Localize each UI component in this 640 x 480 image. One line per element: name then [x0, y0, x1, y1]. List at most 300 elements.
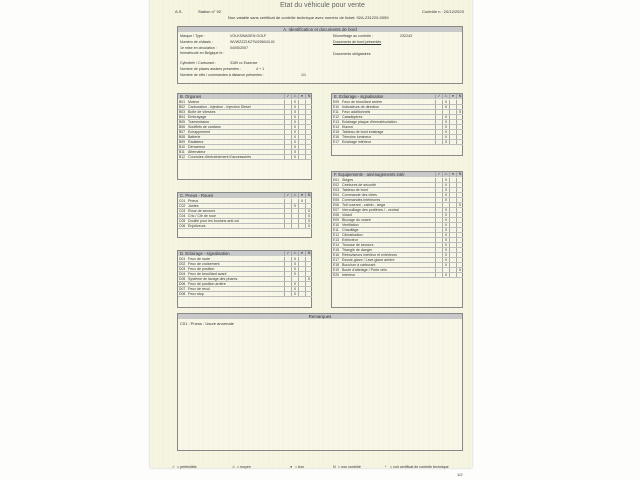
station-number: Station n° 92 [198, 9, 221, 14]
check-cell [456, 223, 463, 227]
row-label: Climatisation [342, 233, 363, 237]
id-field-label: Cylindrée / Carburant : [180, 61, 217, 66]
check-cell: X [291, 140, 298, 144]
column-header-0: ✓ [284, 193, 291, 198]
check-cell: X [442, 208, 449, 212]
check-cell [305, 262, 312, 266]
check-cell [435, 258, 442, 262]
check-cell [435, 110, 442, 114]
check-cell [449, 130, 456, 134]
row-code: E14 [333, 243, 340, 247]
row-label: Témoins lumineux [342, 135, 372, 139]
check-cell [305, 267, 312, 271]
row-label: Extincteur [342, 238, 358, 242]
section-header [178, 193, 311, 198]
check-cell [305, 145, 312, 149]
check-cell [284, 292, 291, 296]
check-cell [284, 209, 291, 213]
check-cell [435, 178, 442, 182]
check-cell [298, 145, 305, 149]
column-header-3: N [456, 172, 463, 177]
row-label: Roue de secours [188, 209, 216, 213]
check-cell [284, 155, 291, 159]
check-cell [284, 282, 291, 286]
check-cell [449, 140, 456, 144]
check-cell [435, 183, 442, 187]
check-cell [456, 208, 463, 212]
row-label: Ventilation [342, 223, 359, 227]
row-label: Commande des vitres [342, 193, 377, 197]
check-cell [435, 188, 442, 192]
check-cell: X [442, 115, 449, 119]
row-label: Verrouillage des portières / - central [342, 208, 399, 212]
row-code: C05 [179, 219, 186, 223]
row-label: Cric / Clé de roue [188, 214, 216, 218]
row-code: E10 [333, 223, 340, 227]
row-code: B02 [179, 105, 186, 109]
check-cell [435, 243, 442, 247]
row-code: E20 [333, 273, 340, 277]
check-cell [298, 209, 305, 213]
id-field-value: VOLKSWAGEN GOLF [230, 34, 267, 38]
id-field-label: Nombre de places assises présentes : [180, 67, 241, 71]
column-header-2: ● [298, 94, 305, 99]
check-cell [449, 120, 456, 124]
row-code: B11 [179, 150, 185, 154]
row-label: Transmission [188, 120, 210, 124]
row-code: E01 [333, 178, 340, 182]
check-cell: X [456, 203, 463, 207]
check-cell [298, 224, 305, 228]
check-cell [435, 228, 442, 232]
header-left-code: A.S. [175, 9, 183, 14]
check-cell [456, 213, 463, 217]
check-cell [442, 110, 449, 114]
legend-text: = voir certificat de contrôle technique [390, 465, 449, 469]
check-cell [305, 120, 312, 124]
row-label: Embrayage [188, 115, 207, 119]
check-cell: X [291, 145, 298, 149]
check-cell [456, 120, 463, 124]
check-cell: X [305, 209, 312, 213]
column-header-2: ● [298, 193, 305, 198]
row-label: Echappement [188, 130, 211, 134]
legend-symbol: ● [290, 465, 293, 469]
check-cell: X [291, 262, 298, 266]
check-cell [305, 150, 312, 154]
row-label: Eclairage intérieur [342, 140, 371, 144]
check-cell [449, 273, 456, 277]
check-cell: X [442, 243, 449, 247]
row-code: D03 [179, 267, 186, 271]
section-title: B. Organes [180, 94, 202, 99]
row-code: B12 [179, 155, 186, 159]
check-cell [456, 130, 463, 134]
check-cell [435, 213, 442, 217]
check-cell: X [442, 100, 449, 104]
check-cell [449, 253, 456, 257]
column-header-1: ⚠ [291, 193, 298, 198]
page-title: Etat du véhicule pour vente [280, 2, 365, 9]
id-right-label: Documents obligatoires [333, 52, 371, 56]
row-label: Bouchon à carburant [342, 263, 376, 267]
check-cell [298, 125, 305, 129]
column-header-0: ✓ [284, 94, 291, 99]
check-cell [435, 218, 442, 222]
row-code: E10 [333, 105, 340, 109]
check-cell [456, 228, 463, 232]
check-cell: X [442, 105, 449, 109]
check-cell: X [442, 188, 449, 192]
check-cell: X [291, 150, 298, 154]
check-cell [449, 243, 456, 247]
check-cell [435, 238, 442, 242]
check-cell: X [305, 277, 312, 281]
row-code: E15 [333, 248, 340, 252]
check-cell: X [442, 178, 449, 182]
check-cell: X [456, 110, 463, 114]
check-cell: X [442, 198, 449, 202]
check-cell [435, 233, 442, 237]
id-field-label: Nombre de clés / commandes à distance présentes : [180, 72, 264, 77]
check-cell [298, 267, 305, 271]
row-code: D08 [179, 292, 186, 296]
row-code: D05 [179, 277, 186, 281]
check-cell [298, 277, 305, 281]
check-cell [442, 268, 449, 272]
check-cell [456, 135, 463, 139]
check-cell [298, 155, 305, 159]
check-cell [305, 199, 312, 203]
row-label: Alternateur [188, 150, 206, 154]
check-cell: X [291, 282, 298, 286]
check-cell [298, 287, 305, 291]
column-header-1: ⚠ [291, 94, 298, 99]
check-cell: X [442, 193, 449, 197]
check-cell: X [442, 218, 449, 222]
row-label: Soufflets de cardans [188, 125, 221, 129]
check-cell [456, 243, 463, 247]
check-cell: X [442, 248, 449, 252]
check-cell [284, 100, 291, 104]
eclairage-d-section [177, 250, 312, 308]
check-cell [449, 203, 456, 207]
check-cell [435, 253, 442, 257]
row-code: C03 [179, 209, 186, 213]
check-cell [456, 258, 463, 262]
column-header-2: ● [449, 94, 456, 99]
row-label: Toit ouvrant - cabrio - targa [342, 203, 385, 207]
row-code: E12 [333, 233, 340, 237]
check-cell [449, 193, 456, 197]
check-cell [284, 105, 291, 109]
row-label: Feux de position [188, 267, 215, 271]
section-header [178, 94, 311, 99]
check-cell [291, 214, 298, 218]
row-code: C02 [179, 204, 186, 208]
check-cell [298, 204, 305, 208]
check-cell [284, 199, 291, 203]
row-code: E08 [333, 213, 340, 217]
check-cell [442, 203, 449, 207]
check-cell [284, 135, 291, 139]
check-cell [456, 183, 463, 187]
check-cell [456, 188, 463, 192]
row-code: E15 [333, 130, 340, 134]
column-header-2: ● [298, 251, 305, 256]
check-cell: X [305, 224, 312, 228]
check-cell [305, 100, 312, 104]
check-cell [284, 272, 291, 276]
section-title: D. Eclairage - signalisation [180, 251, 230, 256]
check-cell [449, 178, 456, 182]
row-label: Feux de brouillard arrière [342, 100, 383, 104]
row-code: B01 [179, 100, 186, 104]
check-cell: X [305, 214, 312, 218]
check-cell [449, 233, 456, 237]
check-cell [298, 272, 305, 276]
check-cell [284, 262, 291, 266]
id-field-label: Numéro de châssis : [180, 39, 213, 44]
section-header [332, 94, 462, 99]
check-cell [456, 273, 463, 277]
id-right-label: Documents de bord présentés [333, 40, 382, 44]
check-cell [298, 219, 305, 223]
row-code: B07 [179, 130, 186, 134]
check-cell [305, 110, 312, 114]
check-cell: X [442, 213, 449, 217]
check-cell [449, 183, 456, 187]
row-label: Radiateur [188, 140, 204, 144]
column-header-1: ⚠ [442, 94, 449, 99]
row-code: E17 [333, 258, 340, 262]
check-cell [449, 223, 456, 227]
row-code: D04 [179, 272, 186, 276]
id-right-value: 232243 [400, 34, 412, 38]
check-cell: X [291, 287, 298, 291]
check-cell [284, 287, 291, 291]
check-cell [298, 100, 305, 104]
row-code: D02 [179, 262, 186, 266]
check-cell [284, 257, 291, 261]
check-cell: X [291, 155, 298, 159]
check-cell [305, 282, 312, 286]
row-code: E11 [333, 228, 339, 232]
check-cell: X [291, 135, 298, 139]
check-cell [449, 110, 456, 114]
check-cell [435, 263, 442, 267]
check-cell [449, 115, 456, 119]
row-label: Catadioptres [342, 115, 363, 119]
check-cell [456, 115, 463, 119]
legend-text: = perfectible [177, 465, 197, 469]
check-cell [305, 155, 312, 159]
check-cell [305, 135, 312, 139]
check-cell [284, 224, 291, 228]
row-code: C04 [179, 214, 186, 218]
legend-symbol: ⚠ [232, 465, 236, 469]
header-subtitle: Non valable sans certificat de contrôle technique avec numéro de ticket: 92A-231220-0059 [228, 15, 389, 20]
check-cell: X [442, 183, 449, 187]
row-label: Enjoliveurs [188, 224, 206, 228]
row-code: B08 [179, 135, 186, 139]
row-code: B10 [179, 145, 186, 149]
row-label: Essuie-glace / Lave-glace arrière [342, 258, 395, 262]
check-cell: X [456, 268, 463, 272]
row-code: E19 [333, 268, 340, 272]
row-label: Feux de brouillard avant [188, 272, 227, 276]
row-code: E03 [333, 188, 340, 192]
check-cell [449, 198, 456, 202]
row-code: E13 [333, 238, 340, 242]
check-row [332, 273, 463, 278]
check-cell [435, 130, 442, 134]
check-cell: X [442, 140, 449, 144]
check-cell: X [442, 223, 449, 227]
check-cell: X [442, 233, 449, 237]
column-header-0: ✓ [435, 172, 442, 177]
remarques-text: C01 : Pneus : Usure anormale [180, 321, 234, 326]
check-cell [456, 178, 463, 182]
legend-text: = bon [295, 465, 305, 469]
row-label: Feux de route [188, 257, 211, 261]
row-code: E13 [333, 120, 340, 124]
check-cell [291, 209, 298, 213]
check-cell [305, 115, 312, 119]
id-field-value: 4 + 1 [256, 67, 265, 71]
row-label: Commandes intérieures [342, 198, 381, 202]
check-cell [456, 263, 463, 267]
id-field-value: 1/1 [301, 72, 306, 77]
check-cell [291, 219, 298, 223]
check-cell [298, 110, 305, 114]
check-cell [456, 100, 463, 104]
check-cell [298, 115, 305, 119]
check-cell [456, 105, 463, 109]
identification-box [177, 26, 463, 84]
check-cell [305, 272, 312, 276]
check-cell [305, 257, 312, 261]
row-code: E05 [333, 198, 340, 202]
check-cell [298, 257, 305, 261]
legend-text: = moyen [237, 465, 251, 469]
check-cell: X [442, 263, 449, 267]
check-cell [435, 268, 442, 272]
organes-section [177, 93, 312, 180]
row-code: C06 [179, 224, 186, 228]
check-cell [435, 115, 442, 119]
check-cell [449, 258, 456, 262]
id-field-label: Immatriculé en Belgique le : [180, 51, 225, 56]
check-cell [435, 100, 442, 104]
eclairage-e-section [331, 93, 463, 156]
check-cell [305, 287, 312, 291]
check-cell [298, 140, 305, 144]
check-row [178, 292, 312, 297]
check-cell [305, 125, 312, 129]
check-cell: X [291, 110, 298, 114]
check-cell [449, 135, 456, 139]
remarques-box [177, 313, 463, 451]
row-label: Intérieur [342, 273, 356, 277]
check-cell [435, 223, 442, 227]
column-header-0: ✓ [435, 94, 442, 99]
section-title: F. Equipements - aménagements intér [334, 172, 405, 177]
row-label: Triangle de danger [342, 248, 373, 252]
row-code: D07 [179, 287, 186, 291]
row-label: Feux additionnels [342, 110, 371, 114]
check-cell: X [442, 273, 449, 277]
check-cell [305, 130, 312, 134]
check-cell [449, 268, 456, 272]
check-cell [456, 193, 463, 197]
row-label: Blocage du volant [342, 218, 371, 222]
check-cell [284, 219, 291, 223]
check-cell [449, 238, 456, 242]
check-cell [449, 228, 456, 232]
row-label: Courroies d'entraînement d'accessoires [188, 155, 252, 159]
row-code: E16 [333, 135, 340, 139]
check-cell [449, 218, 456, 222]
check-cell [284, 214, 291, 218]
check-cell: X [291, 272, 298, 276]
inspection-sheet [150, 0, 472, 477]
row-code: E17 [333, 140, 340, 144]
row-code: D01 [179, 257, 186, 261]
row-code: B04 [179, 115, 186, 119]
check-cell [456, 218, 463, 222]
check-cell: X [291, 100, 298, 104]
check-cell [449, 263, 456, 267]
row-label: Tableau de bord [342, 188, 368, 192]
column-header-2: ● [449, 172, 456, 177]
column-header-3: N [456, 94, 463, 99]
check-cell [305, 140, 312, 144]
section-title: E. Eclairage - signalisation [334, 94, 384, 99]
row-label: Carburation - injection - Injection Diesel [188, 105, 251, 109]
row-label: Eclairage plaque d'immatriculation [342, 120, 397, 124]
check-cell [284, 277, 291, 281]
check-cell [435, 125, 442, 129]
check-cell [435, 198, 442, 202]
row-label: Jantes [188, 204, 199, 208]
check-cell: X [442, 228, 449, 232]
row-label: Volant [342, 213, 352, 217]
check-cell [298, 120, 305, 124]
check-cell [435, 208, 442, 212]
check-cell [456, 140, 463, 144]
row-label: Indicateurs de direction [342, 105, 380, 109]
check-cell [435, 140, 442, 144]
check-cell [449, 188, 456, 192]
check-cell: X [291, 257, 298, 261]
check-cell [435, 273, 442, 277]
check-cell [435, 248, 442, 252]
column-header-1: ⚠ [291, 251, 298, 256]
check-cell: X [291, 130, 298, 134]
row-code: E11 [333, 110, 339, 114]
check-cell: X [291, 125, 298, 129]
row-code: C01 [179, 199, 186, 203]
legend-symbol: N [333, 465, 336, 469]
id-field-label: 1e mise en circulation : [180, 45, 217, 50]
id-field-value: WVWZZZ1KZ7W256043-01 [230, 39, 275, 44]
row-label: Sièges [342, 178, 353, 182]
check-cell [298, 130, 305, 134]
check-cell: X [291, 267, 298, 271]
id-field-value: 04/05/2007 [230, 45, 248, 50]
row-code: E14 [333, 125, 340, 129]
